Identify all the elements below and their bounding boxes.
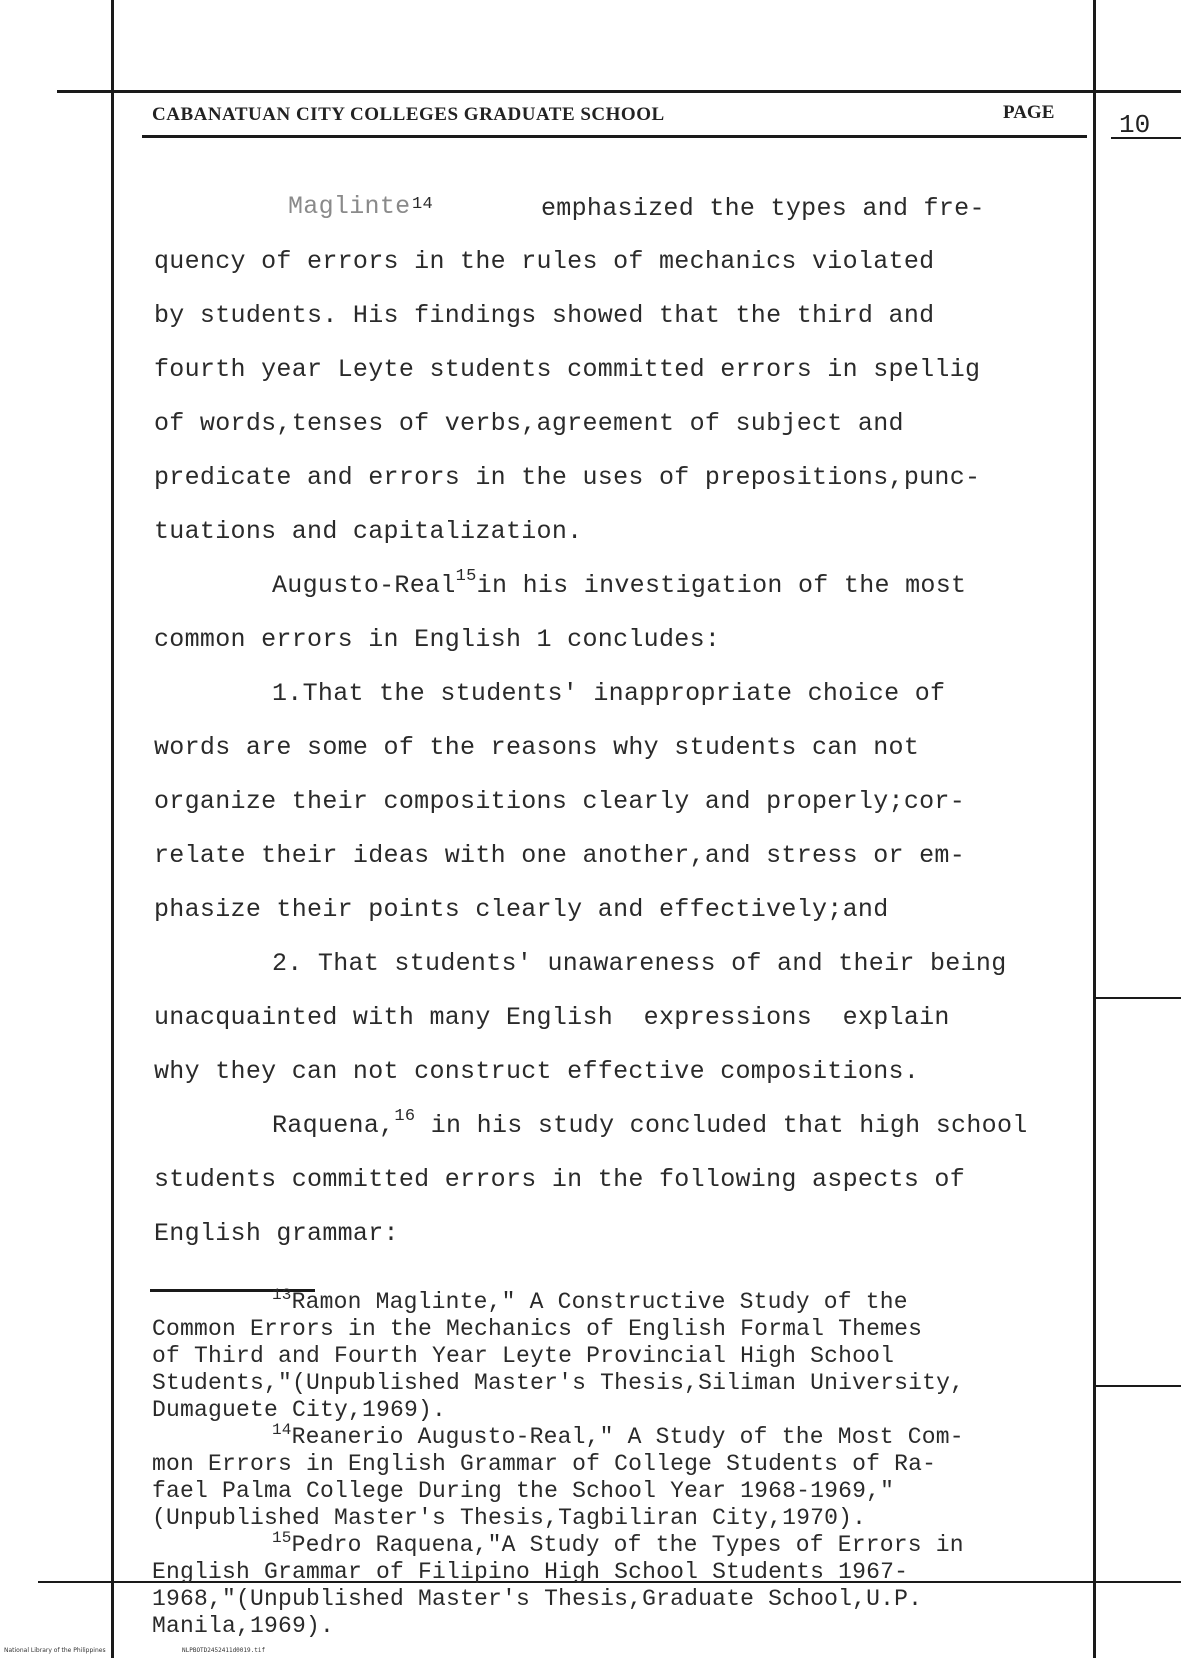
list-item-2-line: why they can not construct effective compositions. [154, 1057, 920, 1086]
school-header: CABANATUAN CITY COLLEGES GRADUATE SCHOOL [152, 104, 665, 125]
body-line: students committed errors in the following aspects of [154, 1165, 966, 1194]
footnote-ref-15: 15 [455, 567, 477, 586]
footnote-number: 13 [272, 1286, 292, 1304]
paragraph-author-maglinte: Maglinte [288, 192, 411, 221]
paragraph-author-augusto-real [272, 567, 967, 600]
footnote-ref-16: 16 [394, 1107, 416, 1126]
body-line-rest: in his study concluded that high school [430, 1111, 1028, 1140]
page-number: 10 [1119, 110, 1151, 140]
footnote-ref-14: 14 [412, 195, 434, 214]
footnote-number: 15 [272, 1529, 292, 1547]
footnote-line: Common Errors in the Mechanics of English Formal Themes [152, 1316, 923, 1342]
footnote-13: $^{13}$Ramon Maglinte," A Constructive Study of the [272, 1286, 908, 1315]
footnote-14: $^{14}$Reanerio Augusto-Real," A Study of the Most Com- [272, 1421, 964, 1450]
footnote-line: (Unpublished Master's Thesis,Tagbiliran City,1970). [152, 1505, 867, 1531]
footnote-line: Dumaguete City,1969). [152, 1397, 447, 1423]
footnote-line: Manila,1969). [152, 1613, 335, 1639]
body-line: predicate and errors in the uses of prepositions,punc- [154, 463, 981, 492]
paragraph-author-raquena [272, 1107, 1028, 1140]
body-line: common errors in English 1 concludes: [154, 625, 721, 654]
author-name: Augusto-Real [272, 571, 456, 600]
footnote-15: $^{15}$Pedro Raquena,"A Study of the Types of Errors in [272, 1529, 964, 1558]
list-item-1-line: organize their compositions clearly and properly;cor- [154, 787, 966, 816]
author-name: Raquena, [272, 1111, 395, 1140]
list-item-1-line: relate their ideas with one another,and stress or em- [154, 841, 966, 870]
body-line-rest: in his investigation of the most [476, 571, 967, 600]
body-line: by students. His findings showed that the third and [154, 301, 935, 330]
list-item-1-line: words are some of the reasons why students can not [154, 733, 920, 762]
library-stamp: National Library of the Philippines [4, 1647, 106, 1654]
body-line: English grammar: [154, 1219, 399, 1248]
body-line: tuations and capitalization. [154, 517, 583, 546]
body-line: of words,tenses of verbs,agreement of subject and [154, 409, 904, 438]
list-item-1-line: 1.That the students' inappropriate choice of [272, 679, 946, 708]
footnote-line: mon Errors in English Grammar of College Students of Ra- [152, 1451, 937, 1477]
footnote-line: fael Palma College During the School Year 1968-1969," [152, 1478, 895, 1504]
footnote-line: of Third and Fourth Year Leyte Provincial High School [152, 1343, 895, 1369]
page-label: PAGE [1003, 102, 1055, 123]
footnote-line: 1968,"(Unpublished Master's Thesis,Graduate School,U.P. [152, 1586, 923, 1612]
body-line: emphasized the types and fre- [541, 194, 985, 223]
footnote-line: Students,"(Unpublished Master's Thesis,Siliman University, [152, 1370, 965, 1396]
list-item-1-line: phasize their points clearly and effectively;and [154, 895, 889, 924]
list-item-2-line: unacquainted with many English expressions explain [154, 1003, 950, 1032]
body-line: quency of errors in the rules of mechanics violated [154, 247, 935, 276]
footnote-number: 14 [272, 1421, 292, 1439]
footnote-line: English Grammar of Filipino High School Students 1967- [152, 1559, 909, 1585]
list-item-2-line: 2. That students' unawareness of and their being [272, 949, 1007, 978]
file-stamp: NLPBOTD2452411d0019.tif [182, 1647, 266, 1654]
body-line: fourth year Leyte students committed errors in spellig [154, 355, 981, 384]
